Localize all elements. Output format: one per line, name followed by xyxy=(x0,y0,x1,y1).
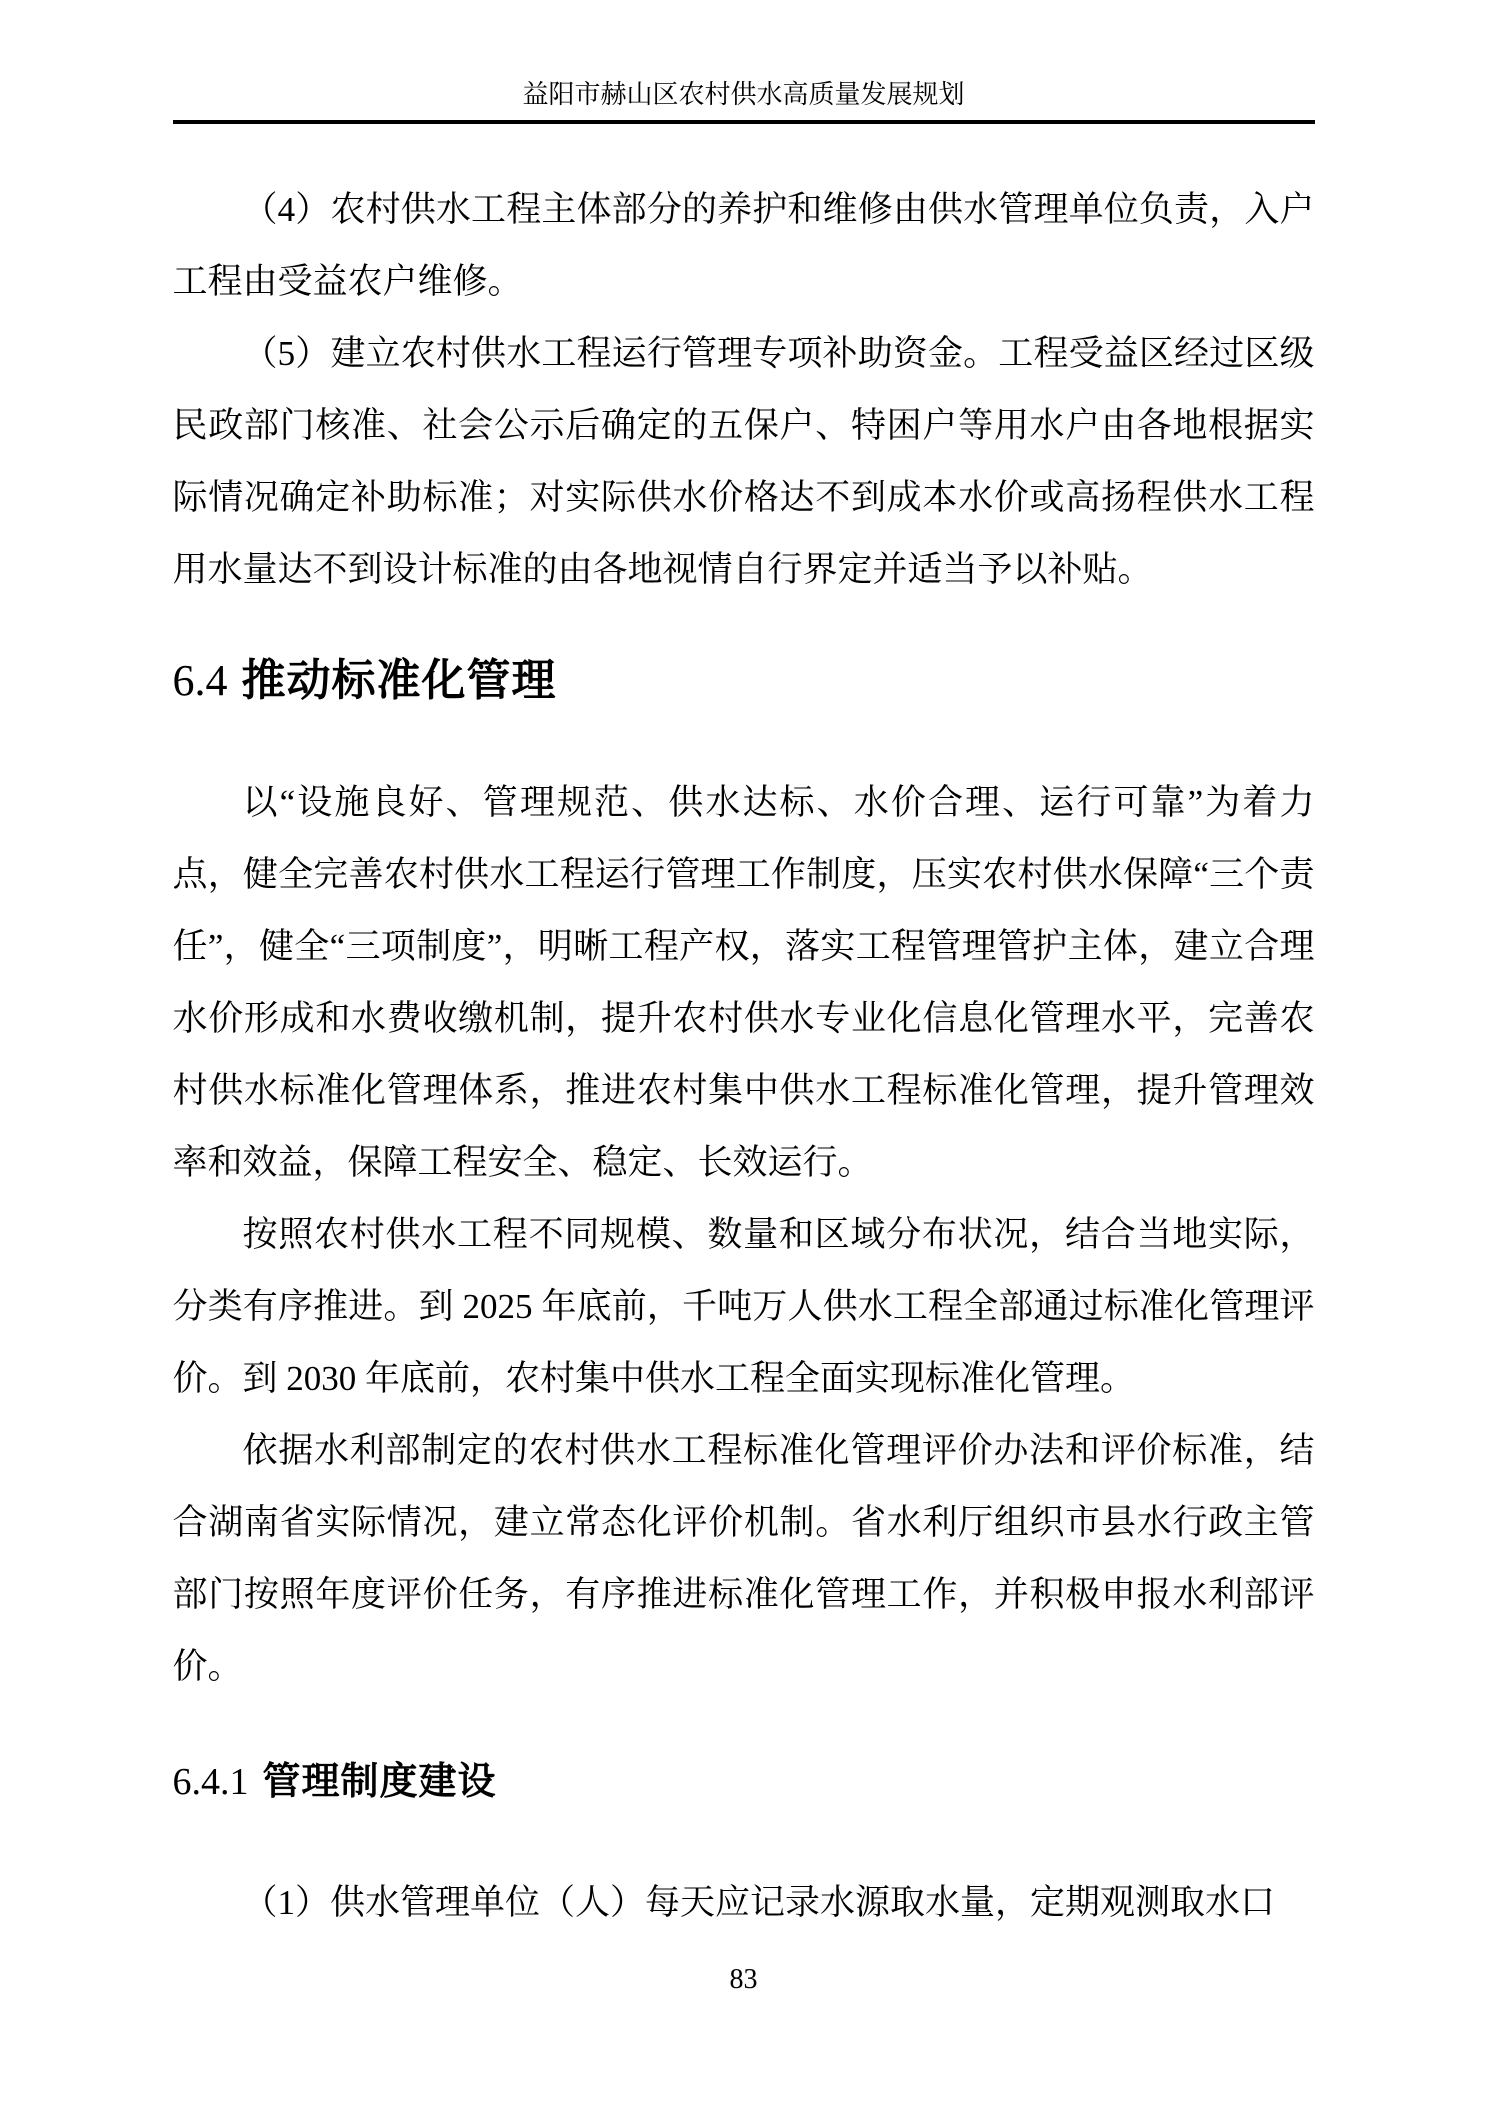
section-paragraph-1: 以“设施良好、管理规范、供水达标、水价合理、运行可靠”为着力点，健全完善农村供水工程运行管理工作制度，压实农村供水保障“三个责任”，健全“三项制度”，明晰工程产权，落实工程管理管护主体，建立合理水价形成和水费收缴机制，提升农村供水专业化信息化管理水平，完善农村供水标准化管理体系，推进农村集中供水工程标准化管理，提升管理效率和效益，保障工程安全、稳定、长效运行。 xyxy=(172,783,1315,1182)
header-title: 益阳市赫山区农村供水高质量发展规划 xyxy=(522,80,965,109)
page-number: 83 xyxy=(729,1964,758,1995)
page-header xyxy=(0,0,1487,124)
section-heading-number: 6.4 xyxy=(172,656,228,705)
subsection-heading-title: 管理制度建设 xyxy=(262,1761,497,1803)
page-footer xyxy=(0,1962,1487,1998)
paragraph-item-4: （4）农村供水工程主体部分的养护和维修由供水管理单位负责，入户工程由受益农户维修。 xyxy=(172,190,1315,301)
subsection-heading-number: 6.4.1 xyxy=(172,1761,249,1803)
section-heading-title: 推动标准化管理 xyxy=(241,656,557,705)
paragraph-item-5: （5）建立农村供水工程运行管理专项补助资金。工程受益区经过区级民政部门核准、社会公示后确定的五保户、特困户等用水户由各地根据实际情况确定补助标准；对实际供水价格达不到成本水价或高扬程供水工程用水量达不到设计标准的由各地视情自行界定并适当予以补贴。 xyxy=(172,334,1315,589)
section-heading-6-4 xyxy=(173,651,1315,711)
document-content xyxy=(173,124,1315,1939)
subsection-heading-6-4-1 xyxy=(173,1756,1315,1808)
subsection-paragraph-1: （1）供水管理单位（人）每天应记录水源取水量，定期观测取水口 xyxy=(242,1883,1276,1922)
section-paragraph-3: 依据水利部制定的农村供水工程标准化管理评价办法和评价标准，结合湖南省实际情况，建立常态化评价机制。省水利厅组织市县水行政主管部门按照年度评价任务，有序推进标准化管理工作，并积极申报水利部评价。 xyxy=(172,1431,1315,1686)
section-paragraph-2: 按照农村供水工程不同规模、数量和区域分布状况，结合当地实际，分类有序推进。到 2025 年底前，千吨万人供水工程全部通过标准化管理评价。到 2030 年底前，农村集中供水工程全面实现标准化管理。 xyxy=(172,1215,1315,1398)
